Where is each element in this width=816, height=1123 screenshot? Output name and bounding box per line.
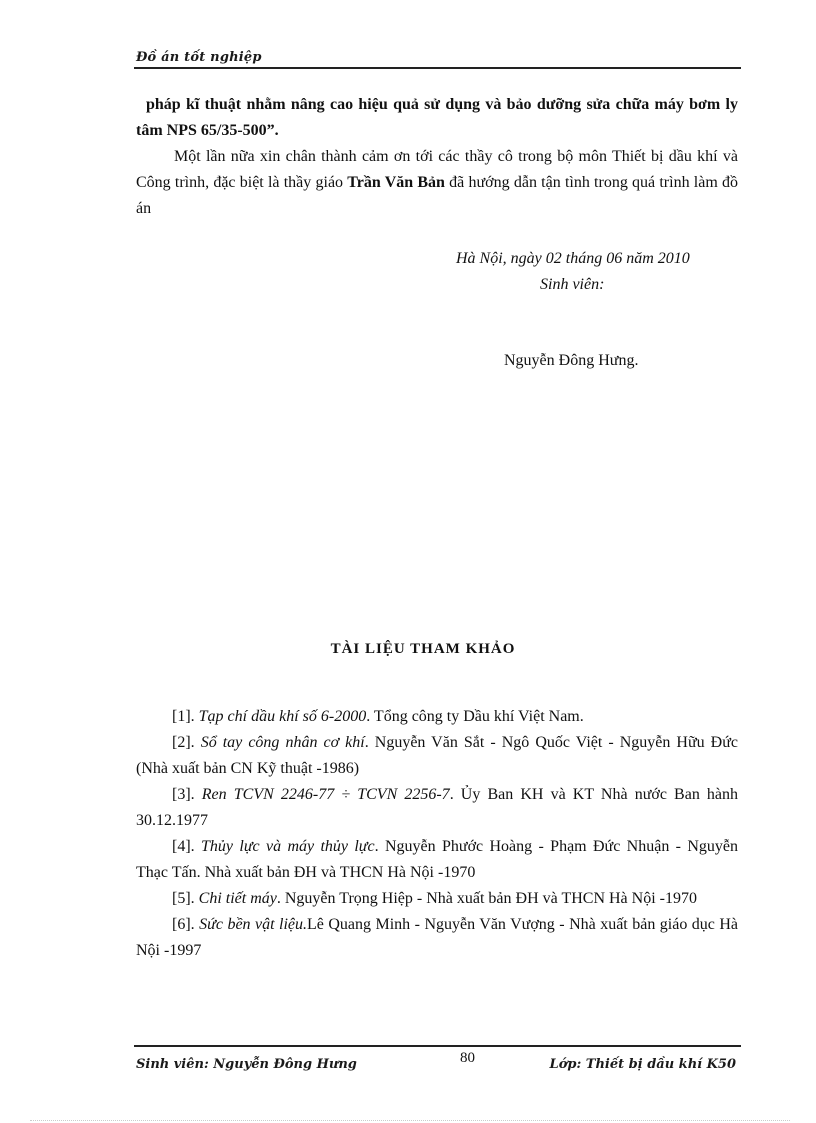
reference-item	[136, 782, 738, 834]
reference-details: . Nguyễn Trọng Hiệp - Nhà xuất bản ĐH và THCN Hà Nội -1970	[276, 890, 697, 907]
footer-rule	[134, 1045, 741, 1047]
reference-title: Tạp chí dầu khí số 6-2000	[198, 708, 367, 725]
reference-title: Thủy lực và máy thủy lực	[201, 838, 375, 855]
reference-details: . Nguyễn Phước Hoàng - Phạm Đức Nhuận - Nguyễn Thạc Tấn. Nhà xuất bản ĐH và THCN Hà Nội -1970	[136, 838, 739, 881]
references-list	[136, 704, 738, 964]
reference-details: Lê Quang Minh - Nguyễn Văn Vượng - Nhà xuất bản giáo dục Hà Nội -1997	[136, 916, 739, 959]
header-title: Đồ án tốt nghiệp	[136, 50, 262, 65]
body-bold-lead: pháp kĩ thuật nhằm nâng cao hiệu quả sử dụng và bảo dưỡng sửa chữa máy bơm ly tâm NPS 65/35-500”.	[136, 96, 738, 139]
reference-item	[136, 912, 738, 964]
reference-title: Ren TCVN 2246-77 ÷ TCVN 2256-7	[201, 786, 450, 803]
references-title: TÀI LIỆU THAM KHẢO	[330, 641, 516, 657]
footer-student: Sinh viên: Nguyễn Đông Hưng	[136, 1057, 357, 1072]
reference-number: [1].	[172, 708, 195, 725]
signature-role: Sinh viên:	[540, 276, 605, 293]
reference-item	[136, 730, 738, 782]
reference-number: [2].	[172, 734, 195, 751]
signature-date: Hà Nội, ngày 02 tháng 06 năm 2010	[456, 250, 690, 267]
reference-title: Sức bền vật liệu.	[199, 916, 308, 933]
thanks-text-before: Một lần nữa xin chân thành cảm ơn tới các thầy cô trong bộ môn Thiết bị dầu khí và Công trình, đặc biệt là thầy giáo	[136, 148, 738, 191]
advisor-name: Trần Văn Bản	[347, 174, 445, 191]
reference-number: [6].	[172, 916, 195, 933]
reference-number: [4].	[172, 838, 195, 855]
reference-number: [3].	[172, 786, 195, 803]
reference-details: . Ủy Ban KH và KT Nhà nước Ban hành 30.12.1977	[136, 786, 739, 829]
signature-name: Nguyễn Đông Hưng.	[504, 352, 639, 369]
reference-title: Chi tiết máy	[198, 890, 277, 907]
reference-number: [5].	[172, 890, 195, 907]
footer-class: Lớp: Thiết bị dầu khí K50	[549, 1057, 736, 1072]
reference-title: Sổ tay công nhân cơ khí	[200, 734, 365, 751]
header-rule	[134, 67, 741, 69]
thanks-text-after: đã hướng dẫn tận tình trong quá trình làm đồ án	[136, 174, 739, 217]
page-edge-divider	[30, 1120, 790, 1121]
reference-details: . Tổng công ty Dầu khí Việt Nam.	[366, 708, 584, 725]
body-thanks-paragraph	[136, 144, 738, 222]
page-number: 80	[460, 1050, 475, 1066]
reference-item	[136, 834, 738, 886]
reference-item	[136, 886, 738, 912]
reference-details: . Nguyễn Văn Sắt - Ngô Quốc Việt - Nguyễn Hữu Đức (Nhà xuất bản CN Kỹ thuật -1986)	[136, 734, 739, 777]
reference-item	[136, 704, 738, 730]
